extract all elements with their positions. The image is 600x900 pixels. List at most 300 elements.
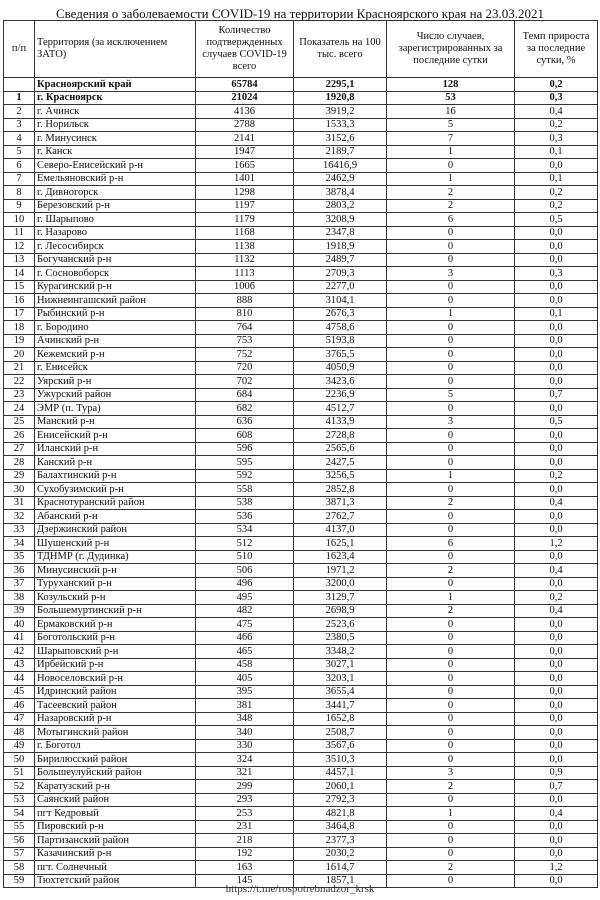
cell-total: 330 xyxy=(196,739,294,753)
cell-growth: 0,0 xyxy=(515,672,598,686)
table-row xyxy=(4,186,598,200)
cell-territory: Манский р-н xyxy=(35,415,196,429)
cell-growth: 0,0 xyxy=(515,793,598,807)
cell-total: 684 xyxy=(196,388,294,402)
cell-territory: Боготольский р-н xyxy=(35,631,196,645)
cell-total: 596 xyxy=(196,442,294,456)
cell-per100k: 4821,8 xyxy=(294,807,387,821)
cell-per100k: 2676,3 xyxy=(294,307,387,321)
cell-num xyxy=(4,78,35,92)
cell-num: 7 xyxy=(4,172,35,186)
cell-num: 32 xyxy=(4,510,35,524)
cell-new: 0 xyxy=(387,874,515,888)
cell-growth: 0,0 xyxy=(515,294,598,308)
cell-new: 0 xyxy=(387,253,515,267)
cell-total: 753 xyxy=(196,334,294,348)
cell-new: 1 xyxy=(387,172,515,186)
cell-new: 6 xyxy=(387,213,515,227)
cell-new: 1 xyxy=(387,591,515,605)
table-row xyxy=(4,334,598,348)
cell-territory: Туруханский р-н xyxy=(35,577,196,591)
cell-per100k: 3200,0 xyxy=(294,577,387,591)
cell-new: 0 xyxy=(387,226,515,240)
cell-per100k: 2565,6 xyxy=(294,442,387,456)
cell-per100k: 2189,7 xyxy=(294,145,387,159)
cell-growth: 0,2 xyxy=(515,469,598,483)
cell-growth: 0,0 xyxy=(515,253,598,267)
cell-territory: Саянский район xyxy=(35,793,196,807)
cell-per100k: 1652,8 xyxy=(294,712,387,726)
cell-new: 0 xyxy=(387,280,515,294)
cell-total: 145 xyxy=(196,874,294,888)
cell-territory: Партизанский район xyxy=(35,834,196,848)
page-title: Сведения о заболеваемости COVID-19 на территории Красноярского края на 23.03.2021 xyxy=(55,6,545,21)
cell-new: 0 xyxy=(387,375,515,389)
cell-per100k: 2377,3 xyxy=(294,834,387,848)
cell-new: 128 xyxy=(387,78,515,92)
cell-growth: 0,0 xyxy=(515,429,598,443)
cell-territory: г. Минусинск xyxy=(35,132,196,146)
cell-total: 1132 xyxy=(196,253,294,267)
cell-num: 26 xyxy=(4,429,35,443)
cell-num: 21 xyxy=(4,361,35,375)
cell-new: 1 xyxy=(387,307,515,321)
table-body xyxy=(4,78,598,888)
cell-total: 636 xyxy=(196,415,294,429)
cell-total: 1168 xyxy=(196,226,294,240)
cell-new: 0 xyxy=(387,321,515,335)
table-row xyxy=(4,402,598,416)
cell-num: 36 xyxy=(4,564,35,578)
cell-growth: 0,2 xyxy=(515,199,598,213)
covid-table xyxy=(3,20,598,888)
cell-territory: Балахтинский р-н xyxy=(35,469,196,483)
cell-num: 55 xyxy=(4,820,35,834)
cell-growth: 0,0 xyxy=(515,753,598,767)
cell-total: 192 xyxy=(196,847,294,861)
header-num: п/п xyxy=(4,21,35,78)
cell-territory: ЭМР (п. Тура) xyxy=(35,402,196,416)
cell-territory: г. Лесосибирск xyxy=(35,240,196,254)
cell-growth: 0,0 xyxy=(515,847,598,861)
cell-territory: Назаровский р-н xyxy=(35,712,196,726)
cell-growth: 0,0 xyxy=(515,739,598,753)
cell-new: 3 xyxy=(387,766,515,780)
table-row xyxy=(4,577,598,591)
cell-per100k: 4133,9 xyxy=(294,415,387,429)
cell-per100k: 4137,0 xyxy=(294,523,387,537)
cell-num: 13 xyxy=(4,253,35,267)
cell-per100k: 4050,9 xyxy=(294,361,387,375)
cell-new: 0 xyxy=(387,334,515,348)
cell-num: 6 xyxy=(4,159,35,173)
table-row xyxy=(4,820,598,834)
cell-total: 482 xyxy=(196,604,294,618)
cell-territory: Идринский район xyxy=(35,685,196,699)
table-row xyxy=(4,780,598,794)
cell-per100k: 3871,3 xyxy=(294,496,387,510)
cell-territory: Курагинский р-н xyxy=(35,280,196,294)
cell-total: 702 xyxy=(196,375,294,389)
table-row xyxy=(4,105,598,119)
cell-total: 510 xyxy=(196,550,294,564)
cell-total: 1665 xyxy=(196,159,294,173)
table-row xyxy=(4,307,598,321)
cell-per100k: 2852,8 xyxy=(294,483,387,497)
cell-growth: 0,1 xyxy=(515,145,598,159)
cell-growth: 0,0 xyxy=(515,645,598,659)
cell-growth: 0,0 xyxy=(515,631,598,645)
cell-per100k: 4758,6 xyxy=(294,321,387,335)
cell-territory: Шарыповский р-н xyxy=(35,645,196,659)
cell-territory: Ермаковский р-н xyxy=(35,618,196,632)
cell-new: 2 xyxy=(387,604,515,618)
cell-growth: 0,0 xyxy=(515,483,598,497)
cell-territory: Новоселовский р-н xyxy=(35,672,196,686)
cell-total: 764 xyxy=(196,321,294,335)
cell-territory: г. Бородино xyxy=(35,321,196,335)
cell-territory: Ужурский район xyxy=(35,388,196,402)
cell-num: 3 xyxy=(4,118,35,132)
cell-per100k: 2060,1 xyxy=(294,780,387,794)
cell-territory: Иланский р-н xyxy=(35,442,196,456)
table-row xyxy=(4,226,598,240)
cell-growth: 0,7 xyxy=(515,388,598,402)
cell-total: 558 xyxy=(196,483,294,497)
cell-per100k: 1857,1 xyxy=(294,874,387,888)
cell-num: 34 xyxy=(4,537,35,551)
table-row xyxy=(4,510,598,524)
cell-num: 25 xyxy=(4,415,35,429)
cell-total: 1006 xyxy=(196,280,294,294)
cell-per100k: 3567,6 xyxy=(294,739,387,753)
cell-total: 1138 xyxy=(196,240,294,254)
table-row xyxy=(4,658,598,672)
cell-total: 299 xyxy=(196,780,294,794)
table-row xyxy=(4,685,598,699)
cell-num: 8 xyxy=(4,186,35,200)
cell-new: 0 xyxy=(387,699,515,713)
cell-num: 58 xyxy=(4,861,35,875)
cell-num: 17 xyxy=(4,307,35,321)
cell-num: 46 xyxy=(4,699,35,713)
cell-total: 324 xyxy=(196,753,294,767)
table-row xyxy=(4,550,598,564)
cell-num: 41 xyxy=(4,631,35,645)
cell-territory: Сухобузимский р-н xyxy=(35,483,196,497)
cell-num: 49 xyxy=(4,739,35,753)
cell-per100k: 3510,3 xyxy=(294,753,387,767)
cell-per100k: 2709,3 xyxy=(294,267,387,281)
cell-new: 16 xyxy=(387,105,515,119)
cell-total: 720 xyxy=(196,361,294,375)
cell-total: 4136 xyxy=(196,105,294,119)
cell-new: 0 xyxy=(387,442,515,456)
cell-per100k: 1971,2 xyxy=(294,564,387,578)
cell-per100k: 1623,4 xyxy=(294,550,387,564)
cell-growth: 0,0 xyxy=(515,442,598,456)
cell-growth: 0,0 xyxy=(515,523,598,537)
cell-num: 43 xyxy=(4,658,35,672)
table-row xyxy=(4,861,598,875)
cell-total: 538 xyxy=(196,496,294,510)
cell-new: 0 xyxy=(387,793,515,807)
cell-num: 23 xyxy=(4,388,35,402)
cell-total: 2788 xyxy=(196,118,294,132)
table-row xyxy=(4,726,598,740)
cell-per100k: 2277,0 xyxy=(294,280,387,294)
cell-new: 0 xyxy=(387,739,515,753)
cell-growth: 0,0 xyxy=(515,712,598,726)
table-row xyxy=(4,847,598,861)
cell-growth: 0,0 xyxy=(515,874,598,888)
cell-total: 231 xyxy=(196,820,294,834)
cell-per100k: 2236,9 xyxy=(294,388,387,402)
table-row xyxy=(4,523,598,537)
table-row xyxy=(4,388,598,402)
cell-total: 608 xyxy=(196,429,294,443)
cell-growth: 0,0 xyxy=(515,456,598,470)
cell-total: 458 xyxy=(196,658,294,672)
cell-growth: 0,0 xyxy=(515,834,598,848)
cell-new: 0 xyxy=(387,685,515,699)
cell-territory: г. Красноярск xyxy=(35,91,196,105)
cell-per100k: 3203,1 xyxy=(294,672,387,686)
cell-per100k: 2030,2 xyxy=(294,847,387,861)
cell-per100k: 1918,9 xyxy=(294,240,387,254)
cell-territory: Большеулуйский район xyxy=(35,766,196,780)
cell-growth: 0,7 xyxy=(515,780,598,794)
table-row xyxy=(4,172,598,186)
cell-territory: Рыбинский р-н xyxy=(35,307,196,321)
table-row xyxy=(4,483,598,497)
table-row xyxy=(4,348,598,362)
footer-link[interactable]: https://t.me/rospotrebnadzor_krsk xyxy=(225,883,375,895)
cell-num: 20 xyxy=(4,348,35,362)
cell-territory: г. Боготол xyxy=(35,739,196,753)
cell-per100k: 3256,5 xyxy=(294,469,387,483)
table-header-row xyxy=(4,21,598,78)
cell-territory: Красноярский край xyxy=(35,78,196,92)
cell-num: 27 xyxy=(4,442,35,456)
cell-num: 2 xyxy=(4,105,35,119)
cell-num: 30 xyxy=(4,483,35,497)
cell-territory: г. Назарово xyxy=(35,226,196,240)
cell-growth: 0,5 xyxy=(515,213,598,227)
cell-territory: г. Ачинск xyxy=(35,105,196,119)
table-row xyxy=(4,429,598,443)
cell-total: 348 xyxy=(196,712,294,726)
header-territory: Территория (за исключением ЗАТО) xyxy=(35,21,196,78)
cell-num: 4 xyxy=(4,132,35,146)
cell-total: 534 xyxy=(196,523,294,537)
cell-territory: пгт Кедровый xyxy=(35,807,196,821)
cell-per100k: 2728,8 xyxy=(294,429,387,443)
cell-num: 12 xyxy=(4,240,35,254)
cell-num: 16 xyxy=(4,294,35,308)
table-row xyxy=(4,159,598,173)
cell-territory: г. Сосновоборск xyxy=(35,267,196,281)
cell-territory: Дзержинский район xyxy=(35,523,196,537)
table-row xyxy=(4,199,598,213)
cell-territory: Абанский р-н xyxy=(35,510,196,524)
cell-growth: 0,2 xyxy=(515,118,598,132)
table-row xyxy=(4,699,598,713)
cell-territory: пгт. Солнечный xyxy=(35,861,196,875)
cell-total: 1113 xyxy=(196,267,294,281)
cell-per100k: 2462,9 xyxy=(294,172,387,186)
cell-per100k: 2762,7 xyxy=(294,510,387,524)
cell-per100k: 3765,5 xyxy=(294,348,387,362)
cell-growth: 0,0 xyxy=(515,618,598,632)
cell-new: 5 xyxy=(387,388,515,402)
cell-per100k: 1533,3 xyxy=(294,118,387,132)
cell-new: 0 xyxy=(387,834,515,848)
table-row xyxy=(4,361,598,375)
cell-territory: Тюхтетский район xyxy=(35,874,196,888)
table-row xyxy=(4,415,598,429)
cell-num: 10 xyxy=(4,213,35,227)
table-row xyxy=(4,145,598,159)
cell-new: 0 xyxy=(387,361,515,375)
cell-num: 53 xyxy=(4,793,35,807)
cell-growth: 0,0 xyxy=(515,375,598,389)
cell-total: 1947 xyxy=(196,145,294,159)
cell-num: 57 xyxy=(4,847,35,861)
cell-new: 53 xyxy=(387,91,515,105)
table-row xyxy=(4,604,598,618)
table-row xyxy=(4,240,598,254)
table-row xyxy=(4,469,598,483)
table-row xyxy=(4,132,598,146)
cell-territory: г. Шарыпово xyxy=(35,213,196,227)
cell-total: 1197 xyxy=(196,199,294,213)
cell-per100k: 1614,7 xyxy=(294,861,387,875)
cell-new: 0 xyxy=(387,510,515,524)
cell-total: 592 xyxy=(196,469,294,483)
header-per100k: Показатель на 100 тыс. всего xyxy=(294,21,387,78)
cell-per100k: 3464,8 xyxy=(294,820,387,834)
table-row xyxy=(4,442,598,456)
cell-territory: г. Норильск xyxy=(35,118,196,132)
cell-territory: Кежемский р-н xyxy=(35,348,196,362)
cell-total: 21024 xyxy=(196,91,294,105)
cell-per100k: 2489,7 xyxy=(294,253,387,267)
cell-num: 18 xyxy=(4,321,35,335)
cell-total: 340 xyxy=(196,726,294,740)
table-row xyxy=(4,591,598,605)
cell-growth: 0,0 xyxy=(515,820,598,834)
cell-total: 163 xyxy=(196,861,294,875)
cell-growth: 0,1 xyxy=(515,172,598,186)
cell-growth: 0,3 xyxy=(515,267,598,281)
table-row xyxy=(4,834,598,848)
cell-total: 512 xyxy=(196,537,294,551)
cell-total: 595 xyxy=(196,456,294,470)
cell-territory: Уярский р-н xyxy=(35,375,196,389)
table-row xyxy=(4,496,598,510)
cell-total: 65784 xyxy=(196,78,294,92)
table-row xyxy=(4,253,598,267)
cell-num: 39 xyxy=(4,604,35,618)
cell-num: 48 xyxy=(4,726,35,740)
cell-num: 28 xyxy=(4,456,35,470)
cell-per100k: 4512,7 xyxy=(294,402,387,416)
cell-territory: Богучанский р-н xyxy=(35,253,196,267)
cell-growth: 0,5 xyxy=(515,415,598,429)
cell-per100k: 3027,1 xyxy=(294,658,387,672)
cell-new: 0 xyxy=(387,577,515,591)
cell-per100k: 1625,1 xyxy=(294,537,387,551)
cell-num: 11 xyxy=(4,226,35,240)
cell-territory: Ирбейский р-н xyxy=(35,658,196,672)
table-row xyxy=(4,213,598,227)
cell-num: 51 xyxy=(4,766,35,780)
cell-total: 253 xyxy=(196,807,294,821)
table-row xyxy=(4,537,598,551)
cell-territory: Енисейский р-н xyxy=(35,429,196,443)
cell-num: 59 xyxy=(4,874,35,888)
cell-num: 31 xyxy=(4,496,35,510)
cell-territory: Пировский р-н xyxy=(35,820,196,834)
cell-new: 0 xyxy=(387,712,515,726)
cell-growth: 0,3 xyxy=(515,91,598,105)
cell-territory: г. Канск xyxy=(35,145,196,159)
table-row xyxy=(4,766,598,780)
cell-territory: Казачинский р-н xyxy=(35,847,196,861)
cell-num: 33 xyxy=(4,523,35,537)
cell-total: 810 xyxy=(196,307,294,321)
cell-new: 2 xyxy=(387,564,515,578)
table-row xyxy=(4,294,598,308)
cell-per100k: 2698,9 xyxy=(294,604,387,618)
cell-per100k: 3441,7 xyxy=(294,699,387,713)
cell-per100k: 2347,8 xyxy=(294,226,387,240)
table-row xyxy=(4,753,598,767)
cell-num: 47 xyxy=(4,712,35,726)
cell-num: 54 xyxy=(4,807,35,821)
table-row xyxy=(4,280,598,294)
cell-total: 395 xyxy=(196,685,294,699)
table-row xyxy=(4,631,598,645)
cell-num: 52 xyxy=(4,780,35,794)
table-row xyxy=(4,807,598,821)
cell-growth: 1,2 xyxy=(515,861,598,875)
cell-per100k: 3348,2 xyxy=(294,645,387,659)
cell-growth: 0,2 xyxy=(515,591,598,605)
cell-territory: Канский р-н xyxy=(35,456,196,470)
cell-growth: 0,0 xyxy=(515,226,598,240)
cell-new: 0 xyxy=(387,294,515,308)
cell-total: 475 xyxy=(196,618,294,632)
cell-num: 19 xyxy=(4,334,35,348)
cell-growth: 0,4 xyxy=(515,604,598,618)
cell-new: 6 xyxy=(387,537,515,551)
cell-new: 0 xyxy=(387,658,515,672)
cell-per100k: 3152,6 xyxy=(294,132,387,146)
cell-growth: 0,4 xyxy=(515,564,598,578)
cell-num: 9 xyxy=(4,199,35,213)
cell-num: 44 xyxy=(4,672,35,686)
cell-new: 5 xyxy=(387,118,515,132)
cell-total: 1179 xyxy=(196,213,294,227)
cell-new: 0 xyxy=(387,672,515,686)
cell-new: 1 xyxy=(387,807,515,821)
cell-new: 0 xyxy=(387,523,515,537)
cell-growth: 0,0 xyxy=(515,348,598,362)
cell-growth: 0,4 xyxy=(515,807,598,821)
cell-growth: 0,0 xyxy=(515,685,598,699)
